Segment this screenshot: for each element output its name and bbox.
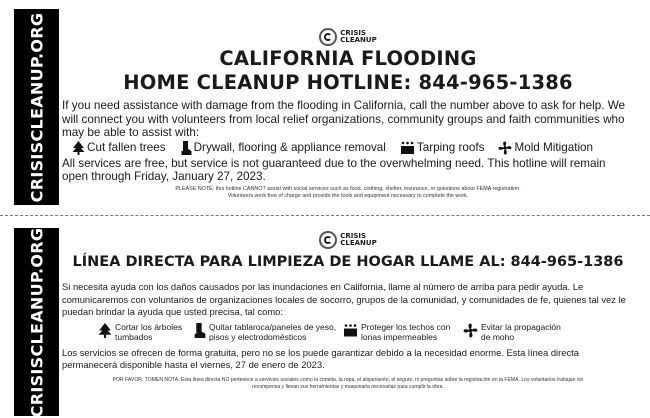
crisis-cleanup-logo: CRISIS CLEANUP (62, 231, 634, 249)
tree-icon (72, 141, 85, 155)
disclaimer-note: POR FAVOR, TOMEN NOTA: Esta línea directa NO pertenece a servicios sociales como la comida, la ropa, el alojamiento, el seguro, ni preguntas sobre la registración en la FEMA. Los voluntarios trabajan sin recompensa y llevan sus herramientas y maquinaria necesarias para cumplir la obra. (112, 376, 584, 390)
service-item: Quitar tablaroca/paneles de yeso, pisos y electrodomésticos (193, 322, 343, 343)
spanish-content (62, 218, 634, 418)
service-item: Tarping roofs (400, 141, 485, 155)
fan-icon (498, 141, 512, 155)
logo-mark-icon (319, 28, 337, 46)
tarp-roof-icon (343, 323, 358, 338)
tree-icon (98, 323, 112, 338)
boot-icon (193, 323, 206, 338)
flyer-title: LÍNEA DIRECTA PARA LIMPIEZA DE HOGAR LLAME AL: 844-965-1386 (72, 254, 624, 270)
spanish-flyer (0, 218, 650, 418)
closing-paragraph: Los servicios se ofrecen de forma gratuita, pero no se los puede garantizar debido a la necesidad enorme. Esta línea directa permanecerá disponible hasta el viernes, 27 de enero de 2023. (62, 346, 579, 370)
intro-paragraph: If you need assistance with damage from the flooding in California, call the number above to ask for help. We will connect you with volunteers from local relief organizations, community groups and faith communities who may be able to assist with: (62, 99, 626, 139)
service-item: Proteger los techos con lonas impermeables (343, 322, 463, 343)
spine-text: CRISISCLEANUP.ORG (27, 227, 47, 417)
service-item: Mold Mitigation (498, 141, 593, 155)
service-item: Drywall, flooring & appliance removal (180, 141, 386, 155)
logo-mark-icon (319, 231, 337, 249)
services-list (72, 141, 634, 155)
intro-paragraph: Si necesita ayuda con los daños causados por las inundaciones en California, llame al número de arriba para pedir ayuda. Le comunicaremos con voluntarios de organizaciones locales de socorro, grupos de la comunidad, y comunidades de fe, quienes tal vez le puedan brindar la ayuda que usted precisa, tal como: (62, 281, 626, 317)
service-item: Evitar la propagación de moho (463, 322, 563, 343)
crisis-cleanup-logo: CRISIS CLEANUP (62, 28, 634, 46)
cut-line (0, 215, 650, 216)
english-content (62, 0, 634, 215)
disclaimer-note: PLEASE NOTE: this hotline CANNOT assist with social services such as food, clothing, shelter, insurance, or questions about FEMA registration. Volunteers work free of charge and provide the tools and equipment necessary to complete the work. (175, 185, 521, 199)
closing-paragraph: All services are free, but service is not guaranteed due to the overwhelming need. This hotline will remain open through Friday, January 27, 2023. (62, 156, 606, 183)
fan-icon (463, 323, 478, 338)
tarp-roof-icon (400, 141, 415, 155)
spine-text: CRISISCLEANUP.ORG (27, 12, 47, 202)
service-item: Cut fallen trees (72, 141, 166, 155)
spine-banner (14, 228, 59, 416)
flyer-title: CALIFORNIA FLOODING HOME CLEANUP HOTLINE: 844-965-1386 (123, 47, 573, 94)
service-item: Cortar los árboles tumbados (98, 322, 193, 343)
boot-icon (180, 141, 192, 155)
services-list (62, 322, 634, 343)
spine-banner (14, 9, 59, 205)
